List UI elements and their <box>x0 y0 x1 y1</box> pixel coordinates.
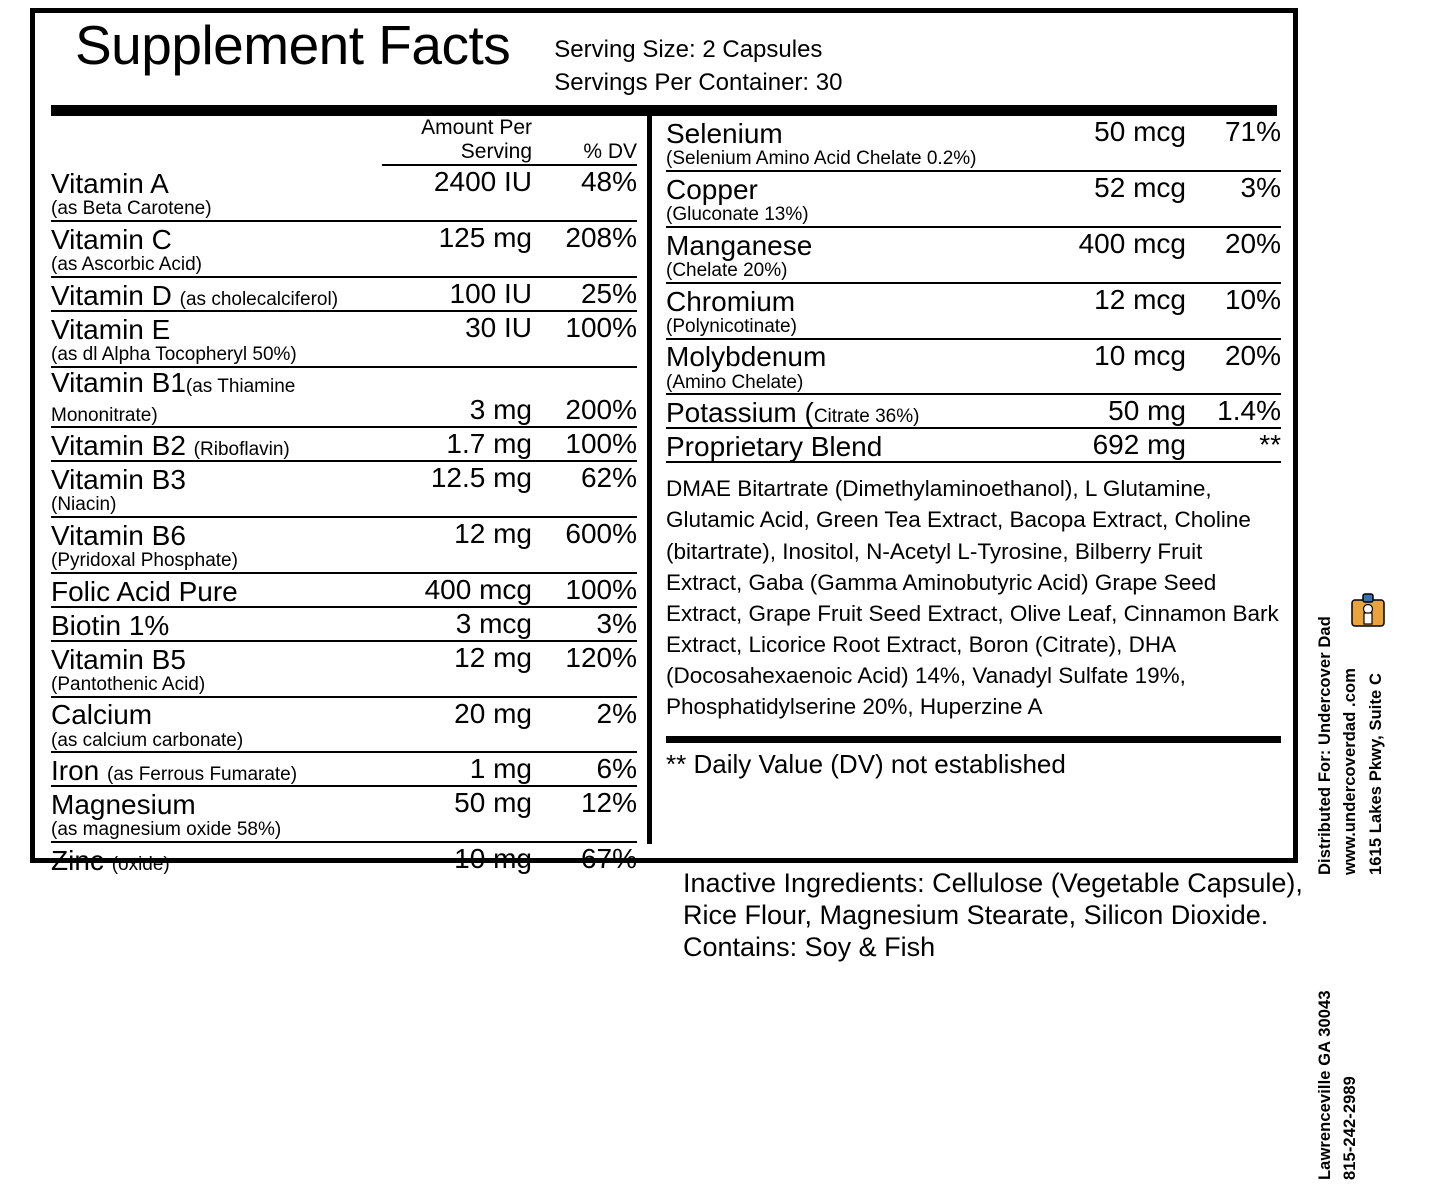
table-row <box>51 427 637 461</box>
nutrient-name: Manganese <box>666 229 813 261</box>
nutrient-dv: 20% <box>1224 227 1281 259</box>
header-divider <box>51 105 1277 116</box>
table-row <box>666 394 1281 428</box>
nutrient-name: Vitamin E <box>51 313 171 345</box>
panel-header <box>35 13 1293 99</box>
nutrient-amount: 12 mg <box>454 641 532 673</box>
table-subrow <box>51 550 637 573</box>
nutrient-name: Molybdenum <box>666 341 827 373</box>
nutrient-name: Vitamin B3 <box>51 463 186 495</box>
nutrient-source-inline: (as cholecalciferol) <box>179 288 339 310</box>
table-row <box>51 221 637 254</box>
nutrient-name: Folic Acid Pure <box>51 573 382 607</box>
nutrient-name: Vitamin B5 <box>51 643 186 675</box>
table-subrow <box>51 344 637 367</box>
nutrient-amount: 20 mg <box>454 697 532 729</box>
nutrient-dv: 67% <box>580 843 637 875</box>
nutrient-source: (Pantothenic Acid) <box>51 674 637 697</box>
nutrient-name: Calcium <box>51 699 153 731</box>
nutrient-name: Vitamin A <box>51 168 169 200</box>
table-subrow <box>51 254 637 277</box>
right-nutrient-table <box>666 116 1281 463</box>
nutrient-source-inline: (as Thiamine Mononitrate) <box>51 375 296 426</box>
proprietary-blend-ingredients: DMAE Bitartrate (Dimethylaminoethanol), L Glutamine, Glutamic Acid, Green Tea Extract, Bacopa Extract, Choline (bitartrate), Inositol, N-Acetyl L-Tyrosine, Bilberry Fruit Extract, Gaba (Gamma Aminobutyric Acid) Grape Seed Extract, Grape Fruit Seed Extract, Olive Leaf, Cinnamon Bark Extract, Licorice Root Extract, Boron (Citrate), DHA (Docosahexaenoic Acid) 14%, Vanadyl Sulfate 19%, Phosphatidylserine 20%, Huperzine A <box>666 476 1279 719</box>
table-row <box>666 283 1281 316</box>
distributor-address-1: 1615 Lakes Pkwy, Suite C <box>1366 672 1385 875</box>
nutrient-name: Chromium <box>666 285 796 317</box>
right-nutrient-column <box>652 116 1293 844</box>
amount-per-serving-header: Amount Per Serving <box>382 116 532 165</box>
nutrient-amount: 3 mg <box>382 367 532 427</box>
table-row <box>51 786 637 819</box>
nutrient-source: (Amino Chelate) <box>666 372 1281 395</box>
nutrient-dv: 100% <box>532 427 637 461</box>
nutrient-amount: 100 IU <box>382 277 532 311</box>
nutrient-source: (as dl Alpha Tocopheryl 50%) <box>51 344 637 367</box>
nutrient-source: (Gluconate 13%) <box>666 204 1281 227</box>
nutrient-amount: 125 mg <box>438 222 532 254</box>
table-subrow <box>666 316 1281 339</box>
table-row <box>666 116 1281 148</box>
serving-size: Serving Size: 2 Capsules <box>554 36 823 63</box>
header-spacer <box>51 116 382 165</box>
table-subrow <box>666 204 1281 227</box>
nutrient-dv: 25% <box>532 277 637 311</box>
table-row <box>51 277 637 311</box>
nutrient-source-inline: (as Ferrous Fumarate) <box>107 764 298 786</box>
nutrient-amount: 10 mcg <box>1094 339 1186 371</box>
table-row <box>666 428 1281 462</box>
proprietary-blend-amount: 692 mg <box>1021 428 1186 462</box>
nutrient-amount: 50 mcg <box>1094 116 1186 148</box>
table-subrow <box>51 730 637 753</box>
distributor-website: www.undercoverdad .com <box>1341 668 1360 875</box>
nutrient-amount: 400 mcg <box>382 573 532 607</box>
nutrient-dv: 6% <box>532 752 637 786</box>
nutrient-amount: 52 mcg <box>1094 172 1186 204</box>
nutrient-amount: 50 mg <box>454 787 532 819</box>
nutrient-source: (as Ascorbic Acid) <box>51 254 637 277</box>
left-nutrient-table <box>51 116 637 875</box>
nutrient-dv: 3% <box>532 607 637 641</box>
nutrient-dv: 3% <box>1240 172 1281 204</box>
nutrient-source-inline: Citrate 36%) <box>813 406 920 428</box>
nutrient-amount: 10 mg <box>454 843 532 875</box>
table-row <box>666 227 1281 260</box>
proprietary-blend-name: Proprietary Blend <box>666 428 1021 462</box>
nutrient-dv: 62% <box>580 461 637 493</box>
nutrient-dv: 48% <box>580 166 637 198</box>
nutrient-name: Iron (as Ferrous Fumarate) <box>51 752 382 786</box>
nutrient-source: (Pyridoxal Phosphate) <box>51 550 637 573</box>
distributor-address-2: Lawrenceville GA 30043 <box>1316 990 1334 1180</box>
nutrient-name: Vitamin B6 <box>51 519 186 551</box>
table-row <box>666 339 1281 372</box>
inactive-line-1: Inactive Ingredients: Cellulose (Vegetable Capsule), <box>683 868 1303 898</box>
serving-info <box>554 17 842 99</box>
nutrient-dv: 2% <box>596 697 637 729</box>
table-row <box>51 367 637 427</box>
table-row <box>51 311 637 344</box>
table-subrow <box>51 819 637 842</box>
table-row <box>51 752 637 786</box>
daily-value-note: ** Daily Value (DV) not established <box>666 748 1066 779</box>
table-subrow <box>51 494 637 517</box>
nutrient-name: Potassium (Citrate 36%) <box>666 394 1021 428</box>
inactive-ingredients-block <box>683 868 1303 964</box>
brand-logo-icon <box>1350 592 1386 632</box>
proprietary-blend-dv: ** <box>1186 428 1281 462</box>
nutrient-source-inline: (oxide) <box>111 854 170 876</box>
table-subrow <box>51 198 637 221</box>
nutrient-amount: 1 mg <box>382 752 532 786</box>
allergen-contains-line: Contains: Soy & Fish <box>683 931 936 962</box>
nutrient-dv: 200% <box>532 367 637 427</box>
table-row <box>51 842 637 875</box>
table-subrow <box>666 260 1281 283</box>
left-nutrient-column <box>35 116 652 877</box>
table-subrow <box>51 674 637 697</box>
nutrient-amount: 30 IU <box>465 311 532 343</box>
nutrient-name: Vitamin D (as cholecalciferol) <box>51 277 382 311</box>
nutrient-source: (Chelate 20%) <box>666 260 1281 283</box>
distributor-phone: 815-242-2989 <box>1341 1076 1360 1180</box>
nutrient-amount: 1.7 mg <box>382 427 532 461</box>
supplement-facts-panel <box>30 8 1298 877</box>
nutrient-amount: 400 mcg <box>1078 227 1186 259</box>
table-row <box>51 517 637 550</box>
nutrient-dv: 100% <box>565 311 637 343</box>
nutrient-name: Biotin 1% <box>51 607 382 641</box>
table-subrow <box>666 372 1281 395</box>
nutrient-name: Magnesium <box>51 789 196 821</box>
page-title: Supplement Facts <box>75 14 511 76</box>
nutrient-dv: 100% <box>532 573 637 607</box>
nutrient-dv: 1.4% <box>1186 394 1281 428</box>
nutrient-source: (Niacin) <box>51 494 637 517</box>
nutrient-amount: 12 mcg <box>1094 283 1186 315</box>
nutrient-name: Vitamin C <box>51 223 172 255</box>
nutrient-name: Selenium <box>666 118 783 150</box>
nutrient-source: (Selenium Amino Acid Chelate 0.2%) <box>666 148 1281 171</box>
table-row <box>51 461 637 494</box>
nutrient-amount: 50 mg <box>1021 394 1186 428</box>
nutrition-columns <box>35 116 1293 877</box>
nutrient-dv: 20% <box>1224 339 1281 371</box>
nutrient-amount: 2400 IU <box>433 166 532 198</box>
nutrient-source: (Polynicotinate) <box>666 316 1281 339</box>
table-row <box>51 607 637 641</box>
table-row <box>51 697 637 730</box>
nutrient-source: (as Beta Carotene) <box>51 198 637 221</box>
nutrient-dv: 208% <box>565 222 637 254</box>
nutrient-name: Copper <box>666 173 758 205</box>
nutrient-amount: 12.5 mg <box>430 461 532 493</box>
nutrient-dv: 71% <box>1224 116 1281 148</box>
table-subrow <box>666 148 1281 171</box>
table-header-row <box>51 116 637 165</box>
table-row <box>51 573 637 607</box>
percent-dv-header: % DV <box>532 116 637 165</box>
distributor-line-1: Distributed For: Undercover Dad <box>1316 616 1334 875</box>
table-row <box>51 641 637 674</box>
nutrient-amount: 12 mg <box>454 517 532 549</box>
nutrient-source: (as calcium carbonate) <box>51 730 637 753</box>
nutrient-amount: 3 mcg <box>382 607 532 641</box>
servings-per-container: Servings Per Container: 30 <box>554 69 843 97</box>
inactive-line-2: Rice Flour, Magnesium Stearate, Silicon Dioxide. <box>683 899 1269 930</box>
nutrient-name: Vitamin B2 (Riboflavin) <box>51 427 382 461</box>
table-row <box>51 165 637 198</box>
daily-value-divider <box>666 736 1281 743</box>
nutrient-source-inline: (Riboflavin) <box>193 438 290 460</box>
nutrient-name: Zinc (oxide) <box>51 845 170 877</box>
nutrient-source: (as magnesium oxide 58%) <box>51 819 637 842</box>
nutrient-dv: 12% <box>580 787 637 819</box>
nutrient-dv: 10% <box>1224 283 1281 315</box>
nutrient-dv: 120% <box>565 641 637 673</box>
nutrient-name: Vitamin B1(as Thiamine Mononitrate) <box>51 367 382 427</box>
nutrient-dv: 600% <box>565 517 637 549</box>
table-row <box>666 171 1281 204</box>
